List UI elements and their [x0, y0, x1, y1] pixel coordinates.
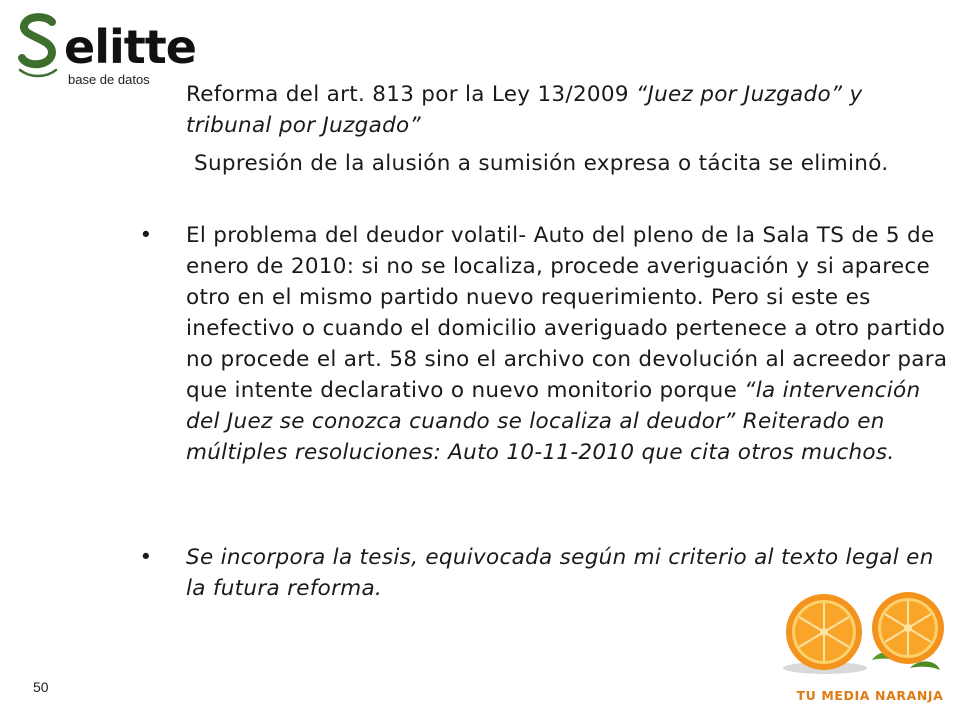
footer-brand: TU MEDIA NARANJA	[796, 688, 944, 703]
bullet-marker: •	[139, 545, 153, 570]
paragraph-reforma-text: Reforma del art. 813 por la Ley 13/2009	[186, 82, 636, 107]
bullet-deudor-italic: “la intervención del Juez se conozca cuando se localiza al deudor” Reiterado en múltiples resoluciones: Auto 10-11-2010 que cita otros muchos.	[186, 378, 921, 465]
bullet-deudor-volatil	[139, 220, 956, 468]
paragraph-supresion	[186, 148, 906, 179]
paragraph-reforma-italic: “Juez por Juzgado” y tribunal por Juzgado”	[186, 82, 863, 138]
slide-number: 50	[33, 679, 49, 695]
bullet-tesis-text: Se incorpora la tesis, equivocada según mi criterio al texto legal en la futura reforma.	[186, 545, 934, 601]
paragraph-supresion-text: Supresión de la alusión a sumisión expresa o tácita se eliminó.	[194, 151, 889, 176]
paragraph-reforma	[186, 79, 906, 141]
bullet-marker: •	[139, 223, 153, 248]
orange-halves-icon	[780, 588, 955, 678]
bullet-deudor-text: El problema del deudor volatil- Auto del pleno de la Sala TS de 5 de enero de 2010: si no se localiza, procede averiguación y si aparece otro en el mismo partido nuevo requerimiento. Pero si este es inefectivo o cuando el domicilio averiguado pertenece a otro partido no procede el art. 58 sino el archivo con devolución al acreedor para que intente declarativo o nuevo monitorio porque	[186, 223, 948, 403]
logo-subtitle: base de datos	[68, 72, 150, 87]
s-logo-icon	[16, 12, 62, 82]
elitte-logo	[12, 10, 196, 90]
logo-wordmark: elitte	[64, 20, 196, 74]
